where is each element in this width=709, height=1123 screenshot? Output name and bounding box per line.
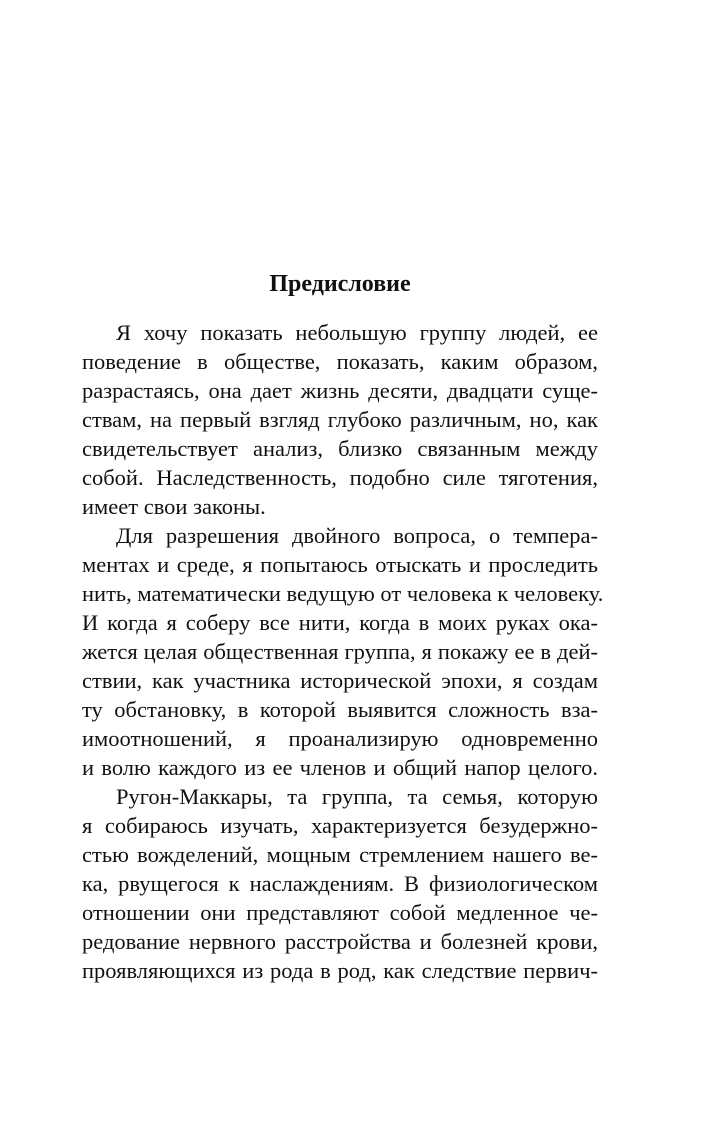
paragraph-1	[82, 318, 598, 521]
text-line: ствам, на первый взгляд глубоко различным, но, как	[82, 407, 598, 432]
text-line: ту обстановку, в которой выявится сложность вза-	[82, 697, 598, 722]
paragraph-2	[82, 521, 604, 782]
text-line: ментах и среде, я попытаюсь отыскать и проследить	[82, 552, 598, 577]
text-line: ка, рвущегося к наслаждениям. В физиологическом	[82, 871, 598, 896]
text-line: редование нервного расстройства и болезней крови,	[82, 929, 598, 954]
text-line: свидетельствует анализ, близко связанным между	[82, 436, 598, 461]
text-line: стью вожделений, мощным стремлением нашего ве-	[82, 842, 598, 867]
text-line: Я хочу показать небольшую группу людей, ее	[116, 320, 598, 345]
text-line: поведение в обществе, показать, каким образом,	[82, 349, 598, 374]
paragraph-3	[82, 782, 598, 985]
text-line: собой. Наследственность, подобно силе тяготения,	[82, 465, 598, 490]
text-line: Для разрешения двойного вопроса, о темпера-	[116, 523, 598, 548]
text-line: Ругон-Маккары, та группа, та семья, которую	[116, 784, 598, 809]
text-line: проявляющихся из рода в род, как следствие первич-	[82, 958, 598, 983]
text-line: и волю каждого из ее членов и общий напор целого.	[82, 755, 598, 780]
page-title: Предисловие	[269, 271, 411, 297]
text-line: ствии, как участника исторической эпохи, я создам	[82, 668, 598, 693]
text-line: имоотношений, я проанализирую одновременно	[82, 726, 598, 751]
text-line: разрастаясь, она дает жизнь десяти, двадцати суще-	[82, 378, 598, 403]
text-line: я собираюсь изучать, характеризуется безудержно-	[82, 813, 598, 838]
text-line: нить, математически ведущую от человека к человеку.	[82, 581, 604, 606]
text-line: отношении они представляют собой медленное че-	[82, 900, 598, 925]
text-line: имеет свои законы.	[82, 494, 266, 519]
text-line: жется целая общественная группа, я покажу ее в дей-	[82, 639, 598, 664]
page-content	[82, 266, 604, 985]
text-line: И когда я соберу все нити, когда в моих руках ока-	[82, 610, 598, 635]
